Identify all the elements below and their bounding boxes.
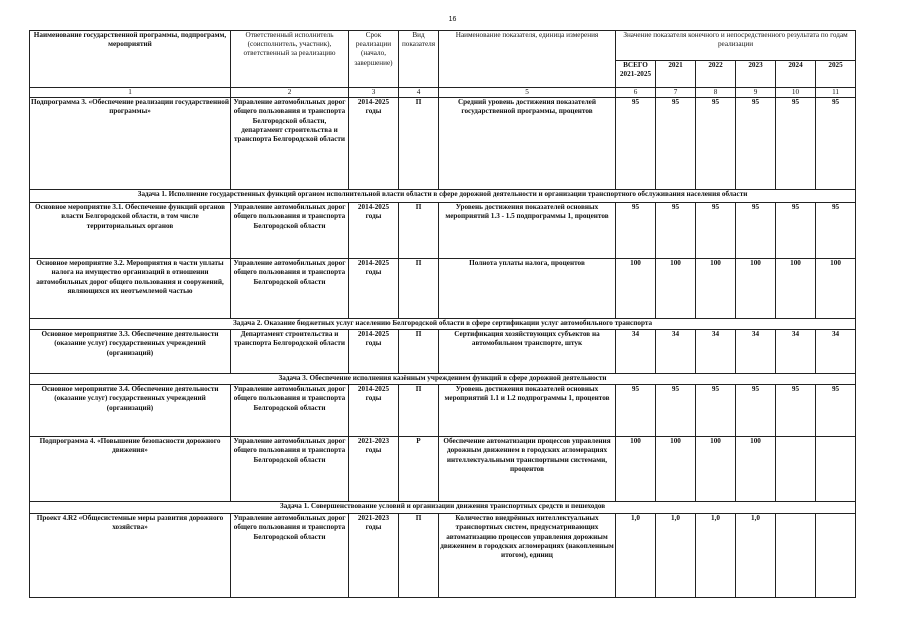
table-row [30, 437, 856, 502]
row-term: 2014-2025 годы [349, 98, 399, 190]
row-value: 34 [616, 330, 656, 374]
row-value: 34 [656, 330, 696, 374]
row-name: Основное мероприятие 3.4. Обеспечение деятельности (оказание услуг) государственных учреждений (организаций) [30, 385, 231, 437]
table-row [30, 514, 856, 598]
program-table [29, 30, 856, 598]
row-value: 95 [696, 203, 736, 259]
row-value: 100 [656, 259, 696, 319]
row-responsible: Управление автомобильных дорог общего пользования и транспорта Белгородской области [231, 437, 349, 502]
row-responsible: Управление автомобильных дорог общего пользования и транспорта Белгородской области [231, 203, 349, 259]
table-row [30, 98, 856, 190]
column-number: 6 [616, 88, 656, 98]
row-name: Проект 4.R2 «Общесистемные меры развития дорожного хозяйства» [30, 514, 231, 598]
row-type: П [399, 98, 439, 190]
row-responsible: Управление автомобильных дорог общего пользования и транспорта Белгородской области [231, 259, 349, 319]
row-indicator: Средний уровень достижения показателей государственной программы, процентов [439, 98, 616, 190]
row-term: 2014-2025 годы [349, 330, 399, 374]
header-name: Наименование государственной программы, подпрограмм, мероприятий [30, 31, 231, 88]
row-type: П [399, 385, 439, 437]
column-number: 9 [736, 88, 776, 98]
row-term: 2014-2025 годы [349, 385, 399, 437]
row-value: 95 [616, 385, 656, 437]
row-value: 1,0 [696, 514, 736, 598]
header-term: Срок реализации (начало, завершение) [349, 31, 399, 88]
row-responsible: Управление автомобильных дорог общего пользования и транспорта Белгородской области, департамент строительства и транспорта Белгородской области [231, 98, 349, 190]
header-values-group: Значение показателя конечного и непосредственного результата по годам реализации [616, 31, 856, 61]
task-row: Задача 1. Исполнение государственных функций органом исполнительной власти области в сфере дорожной деятельности и организации транспортного обслуживания населения области [30, 190, 856, 203]
column-number: 4 [399, 88, 439, 98]
row-value [776, 437, 816, 502]
row-value: 100 [696, 259, 736, 319]
row-value: 1,0 [736, 514, 776, 598]
header-indicator: Наименование показателя, единица измерения [439, 31, 616, 88]
column-number: 8 [696, 88, 736, 98]
column-number: 10 [776, 88, 816, 98]
column-number: 5 [439, 88, 616, 98]
row-value: 95 [776, 385, 816, 437]
row-indicator: Уровень достижения показателей основных мероприятий 1.1 и 1.2 подпрограммы 1, процентов [439, 385, 616, 437]
row-value: 100 [736, 437, 776, 502]
row-value: 100 [616, 259, 656, 319]
row-indicator: Количество внедрённых интеллектуальных транспортных систем, предусматривающих автоматизацию процессов управления дорожным движением в городских агломерациях (накопленным итогом), единиц [439, 514, 616, 598]
column-number: 11 [816, 88, 856, 98]
row-value: 95 [656, 385, 696, 437]
row-value: 95 [736, 203, 776, 259]
task-row: Задача 1. Совершенствование условий и организации движения транспортных средств и пешеходов [30, 502, 856, 514]
table-row [30, 259, 856, 319]
row-value: 95 [656, 203, 696, 259]
row-value: 95 [616, 98, 656, 190]
row-indicator: Полнота уплаты налога, процентов [439, 259, 616, 319]
row-name: Основное мероприятие 3.2. Мероприятия в части уплаты налога на имущество организаций в отношении автомобильных дорог общего пользования и сооружений, являющихся их неотъемлемой частью [30, 259, 231, 319]
row-type: П [399, 330, 439, 374]
header-year: 2023 [736, 61, 776, 88]
row-responsible: Управление автомобильных дорог общего пользования и транспорта Белгородской области [231, 514, 349, 598]
row-value [776, 514, 816, 598]
row-name: Подпрограмма 3. «Обеспечение реализации государственной программы» [30, 98, 231, 190]
row-name: Основное мероприятие 3.3. Обеспечение деятельности (оказание услуг) государственных учреждений (организаций) [30, 330, 231, 374]
row-term: 2021-2023 годы [349, 437, 399, 502]
table-row [30, 203, 856, 259]
row-term: 2014-2025 годы [349, 259, 399, 319]
table-row [30, 385, 856, 437]
row-value: 100 [656, 437, 696, 502]
row-indicator: Уровень достижения показателей основных мероприятий 1.3 - 1.5 подпрограммы 1, процентов [439, 203, 616, 259]
row-term: 2014-2025 годы [349, 203, 399, 259]
row-value: 95 [696, 98, 736, 190]
row-value: 34 [736, 330, 776, 374]
row-responsible: Управление автомобильных дорог общего пользования и транспорта Белгородской области [231, 385, 349, 437]
column-number: 1 [30, 88, 231, 98]
row-value: 100 [616, 437, 656, 502]
page-number: 16 [448, 16, 457, 23]
row-type: Р [399, 437, 439, 502]
row-value: 34 [696, 330, 736, 374]
row-indicator: Обеспечение автоматизации процессов управления дорожным движением в городских агломерациях интеллектуальными транспортными системами, процентов [439, 437, 616, 502]
header-year: 2024 [776, 61, 816, 88]
row-value: 95 [616, 203, 656, 259]
row-type: П [399, 203, 439, 259]
header-total: ВСЕГО 2021-2025 [616, 61, 656, 88]
column-number: 7 [656, 88, 696, 98]
header-year: 2022 [696, 61, 736, 88]
row-value [816, 437, 856, 502]
header-type: Вид показателя [399, 31, 439, 88]
row-value: 100 [776, 259, 816, 319]
header-year: 2021 [656, 61, 696, 88]
row-value: 95 [776, 98, 816, 190]
row-value: 95 [816, 203, 856, 259]
row-indicator: Сертификация хозяйствующих субъектов на автомобильном транспорте, штук [439, 330, 616, 374]
column-number: 3 [349, 88, 399, 98]
row-type: П [399, 514, 439, 598]
row-value: 95 [776, 203, 816, 259]
row-value: 95 [816, 98, 856, 190]
row-responsible: Департамент строительства и транспорта Белгородской области [231, 330, 349, 374]
row-value: 95 [736, 385, 776, 437]
row-value [816, 514, 856, 598]
row-value: 34 [816, 330, 856, 374]
header-year: 2025 [816, 61, 856, 88]
row-value: 95 [656, 98, 696, 190]
row-value: 95 [696, 385, 736, 437]
row-term: 2021-2023 годы [349, 514, 399, 598]
row-value: 95 [736, 98, 776, 190]
row-value: 34 [776, 330, 816, 374]
header-responsible: Ответственный исполнитель (соисполнитель, участник), ответственный за реализацию [231, 31, 349, 88]
row-type: П [399, 259, 439, 319]
task-row: Задача 3. Обеспечение исполнения казённым учреждением функций в сфере дорожной деятельности [30, 374, 856, 385]
row-value: 95 [816, 385, 856, 437]
row-value: 100 [816, 259, 856, 319]
row-name: Основное мероприятие 3.1. Обеспечение функций органов власти Белгородской области, в том числе территориальных органов [30, 203, 231, 259]
row-value: 100 [696, 437, 736, 502]
task-row: Задача 2. Оказание бюджетных услуг населению Белгородской области в сфере сертификации услуг автомобильного транспорта [30, 319, 856, 330]
row-value: 1,0 [656, 514, 696, 598]
row-value: 1,0 [616, 514, 656, 598]
column-number: 2 [231, 88, 349, 98]
row-value: 100 [736, 259, 776, 319]
row-name: Подпрограмма 4. «Повышение безопасности дорожного движения» [30, 437, 231, 502]
table-row [30, 330, 856, 374]
